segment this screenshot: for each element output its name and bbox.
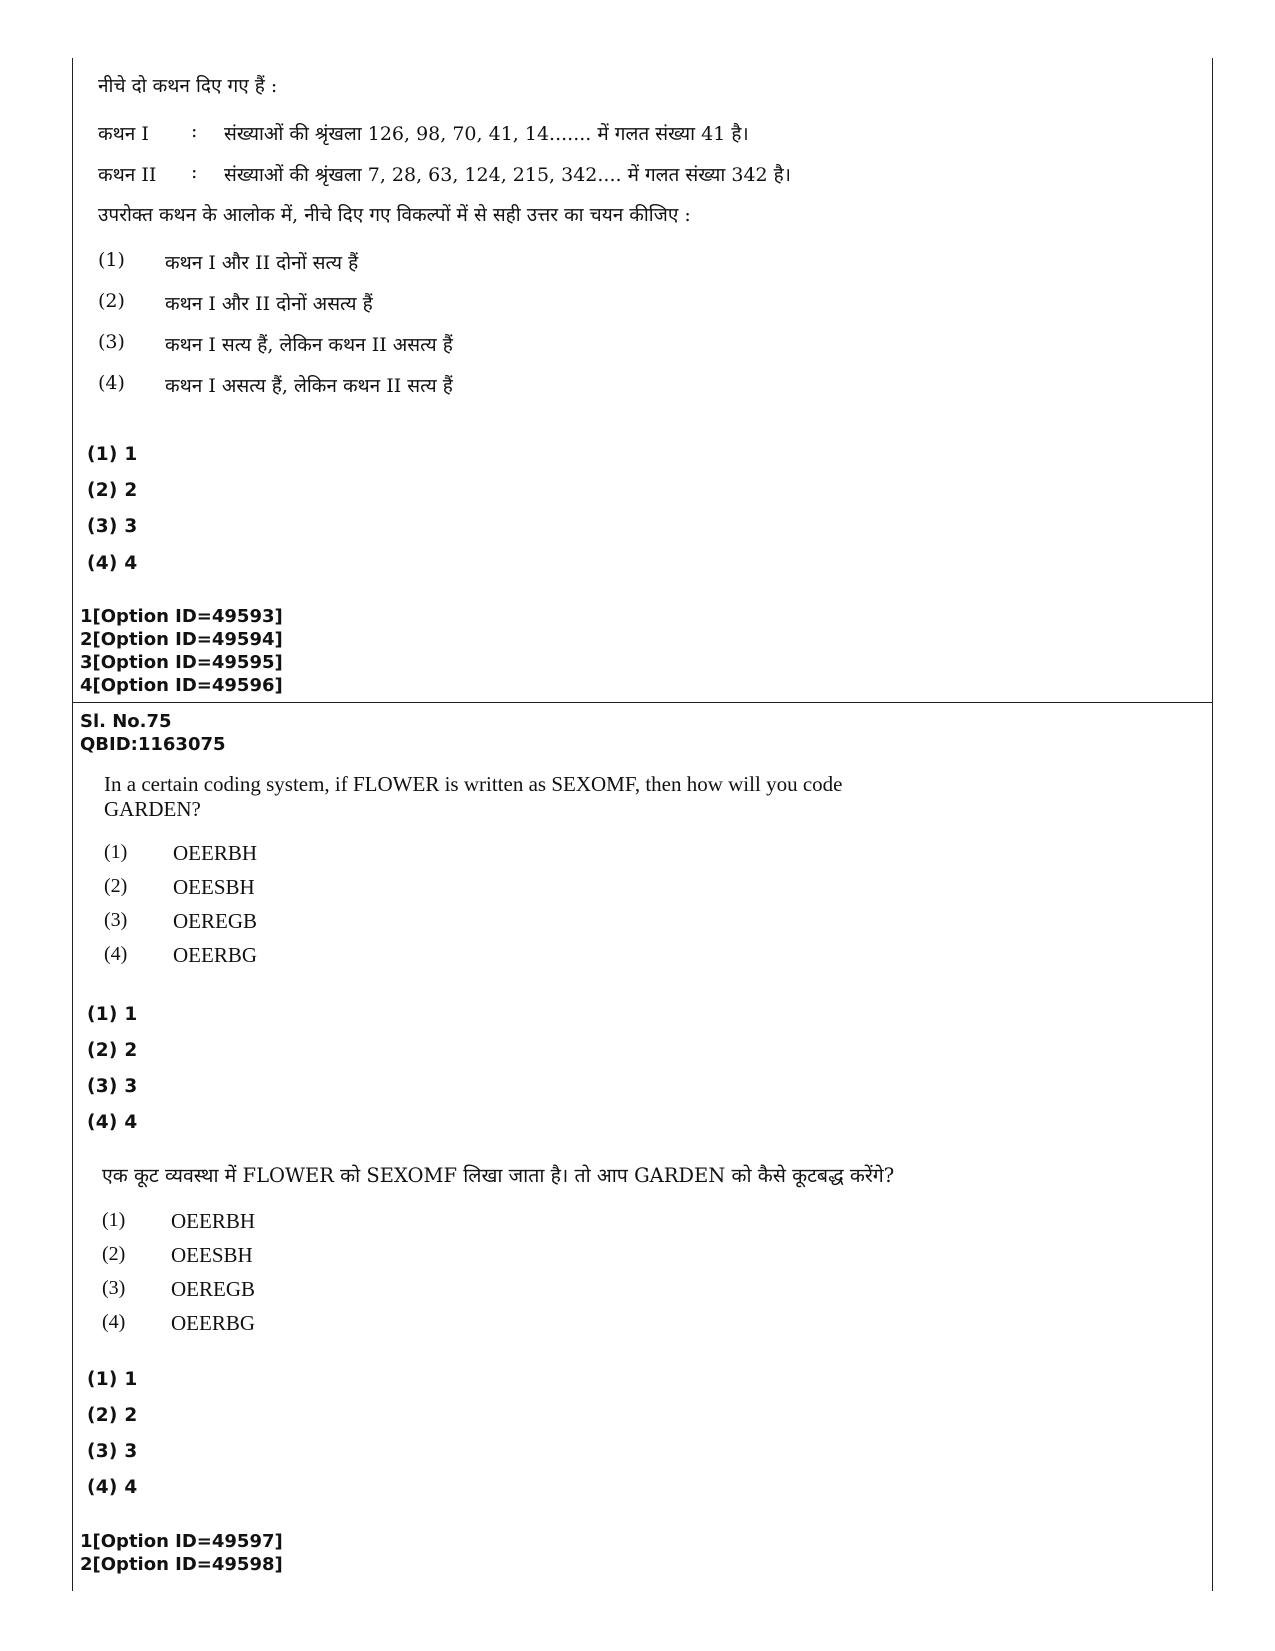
q75-hi-answer-4: (4) 4 [87,1477,138,1498]
statement-1-colon: : [191,120,198,142]
q75-en-option-3-text: OEREGB [173,909,257,933]
q74-answer-1: (1) 1 [87,444,138,465]
page-border-left [72,58,73,1591]
q75-option-id-2: 2[Option ID=49598] [80,1554,283,1575]
question-divider [72,702,1213,703]
statement-1-label: कथन I [98,123,149,145]
q75-hi-option-1-num: (1) [102,1209,126,1231]
q75-question-hindi: एक कूट व्यवस्था में FLOWER को SEXOMF लिखा जाता है। तो आप GARDEN को कैसे कूटबद्ध करेंगे? [102,1164,895,1187]
q74-option-4-text: कथन I असत्य हैं, लेकिन कथन II सत्य हैं [165,375,453,397]
q74-option-id-4: 4[Option ID=49596] [80,675,283,696]
q75-hi-option-4-num: (4) [102,1311,126,1333]
statement-2-label: कथन II [98,164,157,186]
q74-option-1-num: (1) [98,249,125,271]
q74-intro: नीचे दो कथन दिए गए हैं : [98,75,278,97]
q75-hi-option-2-text: OEESBH [171,1243,253,1267]
q74-answer-2: (2) 2 [87,480,138,501]
q75-question-line-1: In a certain coding system, if FLOWER is written as SEXOMF, then how will you code [104,772,843,796]
q75-en-option-1-text: OEERBH [173,841,257,865]
q75-en-answer-3: (3) 3 [87,1076,138,1097]
q74-option-4-num: (4) [98,372,125,394]
q75-en-option-2-text: OEESBH [173,875,255,899]
q75-en-option-4-text: OEERBG [173,943,257,967]
q75-hi-option-4-text: OEERBG [171,1311,255,1335]
question-bank-id: QBID:1163075 [80,734,226,755]
q74-option-id-2: 2[Option ID=49594] [80,629,283,650]
q75-hi-answer-3: (3) 3 [87,1441,138,1462]
q74-option-2-num: (2) [98,290,125,312]
q75-en-option-2-num: (2) [104,875,128,897]
q75-en-option-4-num: (4) [104,943,128,965]
q75-en-answer-4: (4) 4 [87,1112,138,1133]
q74-option-1-text: कथन I और II दोनों सत्य हैं [165,252,359,274]
q75-hi-option-2-num: (2) [102,1243,126,1265]
q75-hi-option-3-text: OEREGB [171,1277,255,1301]
q75-en-answer-1: (1) 1 [87,1004,138,1025]
q75-hi-answer-1: (1) 1 [87,1369,138,1390]
q75-en-option-3-num: (3) [104,909,128,931]
statement-1-text: संख्याओं की श्रृंखला 126, 98, 70, 41, 14....... में गलत संख्या 41 है। [224,123,749,145]
statement-2-text: संख्याओं की श्रृंखला 7, 28, 63, 124, 215, 342.... में गलत संख्या 342 है। [224,164,791,186]
q75-option-id-1: 1[Option ID=49597] [80,1531,283,1552]
q74-option-id-1: 1[Option ID=49593] [80,606,283,627]
q74-option-2-text: कथन I और II दोनों असत्य हैं [165,293,373,315]
q74-option-id-3: 3[Option ID=49595] [80,652,283,673]
q75-hi-option-1-text: OEERBH [171,1209,255,1233]
q75-en-answer-2: (2) 2 [87,1040,138,1061]
q75-question-line-2: GARDEN? [104,797,201,821]
q75-en-option-1-num: (1) [104,841,128,863]
q75-hi-answer-2: (2) 2 [87,1405,138,1426]
q75-hi-option-3-num: (3) [102,1277,126,1299]
q74-option-3-num: (3) [98,331,125,353]
q74-instruction: उपरोक्त कथन के आलोक में, नीचे दिए गए विकल्पों में से सही उत्तर का चयन कीजिए : [98,204,691,226]
page-border-right [1212,58,1213,1591]
q74-option-3-text: कथन I सत्य हैं, लेकिन कथन II असत्य हैं [165,334,453,356]
serial-number: Sl. No.75 [80,711,172,732]
q74-answer-3: (3) 3 [87,516,138,537]
statement-2-colon: : [191,161,198,183]
q74-answer-4: (4) 4 [87,553,138,574]
